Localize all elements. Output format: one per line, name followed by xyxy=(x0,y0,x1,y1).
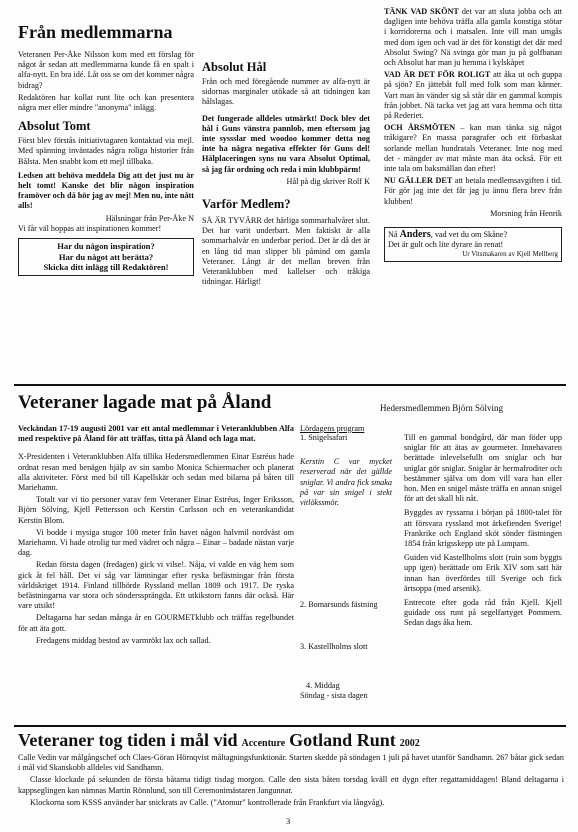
section-title-fran-medlemmarna: Från medlemmarna xyxy=(18,22,173,42)
column-2 xyxy=(202,60,370,289)
section-divider-2 xyxy=(14,725,566,727)
gotland-body xyxy=(18,753,564,810)
absolut-hal-bold: Det fungerade alldeles utmärkt! Dock blev det hål i Guns vänstra pannlob, men eftersom jag inte syssslar med woodoo kommer detta nog inte ha några negativa effekter för Guns del! Hålplaceringen syns nu vara Absolut Optimal, så jag får ordning och reda i min klubbpärm! xyxy=(202,113,370,174)
col3-lead-3: OCH ÅRSMÖTEN xyxy=(384,123,456,133)
program-item-1-label: 1. Snigelsafari xyxy=(300,433,348,442)
aland-paragraph-1: X-Presidenten i Veteranklubben Alfa tillika Hedersmedlemmen Einar Estréus hade ordnat resan med benägen hjälp av sin sambo Monica Schiermacher och planerat alla aktiviteter. Först med bil till Kapellskär och sedan med bilarna på båten till Mariehamn. xyxy=(18,452,294,493)
absolut-tomt-bold: Ledsen att behöva meddela Dig att det just nu är helt tomt! Kanske det blir någon inspiration framöver och då hör jag av mej! Men nu, inte nått alls! xyxy=(18,170,194,211)
inspiration-line-3: Skicka ditt inlägg till Redaktören! xyxy=(43,262,169,273)
skane-question: , vad vet du om Skåne? xyxy=(430,230,508,240)
redaktor-paragraph: Redaktören har kollat runt lite och kan presentera några mer eller mindre "anonyma" inlägg. xyxy=(18,92,194,113)
skane-anders: Anders xyxy=(399,229,431,241)
program-item-4-label xyxy=(300,681,400,701)
program-desc-column xyxy=(404,433,562,631)
absolut-tomt-text: Först blev förstås initiativtagaren kontaktad via mejl. Med spänning inväntades några roliga historier från Bålsta. Men snabbt kom ett mejl tillbaka. xyxy=(18,136,194,166)
col3-text-3: – kan man tänka sig något tråkigare? En massa paragrafer och ett förbaskat sorlande mellan hundratals Veteraner. Inte nog med det - mängder av mat måste man äta också. För ett inte tala om baksmällan dan efter! xyxy=(384,123,562,174)
col3-paragraph-1 xyxy=(384,7,562,68)
col3-paragraph-3 xyxy=(384,123,562,174)
col3-paragraph-2 xyxy=(384,70,562,121)
col3-signature: Morsning från Henrik xyxy=(490,208,562,218)
kerstin-quote: Kerstin C var mycket reserverad när det gällde sniglar. Vi andra fick smaka på var sin snigel i stekt vitlökssmör. xyxy=(300,457,392,508)
aland-paragraph-6: Fredagens middag bestod av varmrökt lax och sallad. xyxy=(36,635,211,645)
col3-lead-4: NU GÄLLER DET xyxy=(384,176,453,186)
gotland-title xyxy=(18,730,568,751)
absolut-hal-heading: Absolut Hål xyxy=(202,60,267,74)
aland-paragraph-3: Vi bodde i mysiga stugor 100 meter från havet någon halvmil nordväst om Mariehamn. Vi hade otrolig tur med vädret och några – Einar – badade nästan varje dag. xyxy=(18,527,294,558)
program-item-4-desc: Entrecote efter goda råd från Kjell. Kjell guidade oss runt på segelfartyget Pommern. Sedan dags åka hem. xyxy=(404,598,562,628)
skane-signature: Ur Vitsmakaren av Kjell Mellberg xyxy=(462,250,558,259)
aland-paragraph-5: Deltagarna har sedan många år en GOURMETklubb och träffas regelbundet för att äta gott. xyxy=(18,613,294,633)
aland-lead: Veckändan 17-19 augusti 2001 var ett antal medlemmar i Veteranklubben Alfa med respektive på Åland för att träffas, titta på Åland och laga mat. xyxy=(18,424,294,444)
inspiration-box xyxy=(18,238,194,276)
program-item-1-desc: Till en gammal bondgård, där man föder upp sniglar för att ätas av gourmeter. Innehavaren berättade inlevelsefullt om sniglar och hur sniglar gör sniglar. Sniglar är hermafroditer och bestämmer själva om dom vill vara han eller hon. Men en snigel måste träffa en annan snigel för att det skall bli nåt. xyxy=(404,433,562,504)
program-item-4-label-a: 4. Middag xyxy=(306,681,340,690)
inspiration-line-2: Har du något att berätta? xyxy=(58,251,154,262)
section-divider-1 xyxy=(14,384,566,386)
program-item-4-label-b: Söndag - sista dagen xyxy=(300,691,368,701)
column-1 xyxy=(18,22,194,276)
page-number: 3 xyxy=(286,816,291,826)
absolut-tomt-heading: Absolut Tomt xyxy=(18,119,91,134)
col3-lead-1: TÄNK VAD SKÖNT xyxy=(384,7,459,16)
aland-paragraph-2: Totalt var vi tio personer varav fem Veteraner Einar Estréus, Inger Eriksson, Björn Sölving, Kjell Pettersson och Kerstin Carlsson och en veterankandidat Kerstin Blom. xyxy=(18,495,294,525)
aland-paragraph-4: Redan första dagen (fredagen) gick vi vilse!. Nåja, vi valde en väg hem som gick åt fel håll. Det vi såg var lämningar efter ryska befästningar från första världskriget 1914. Finland tillhörde Ryssland mellan 1809 och 1917. De ryska befästningarna var stora och sönderssprängda. Ett utkikstorn fanns där också. Här vare utsikt! xyxy=(18,560,294,611)
program-item-3-desc: Guiden vid Kastellholms slott (ruin som byggts upp igen) berättade om Erik XIV som satt här innan han överfördes till Sverige och fick ärtsoppa (med arsenik). xyxy=(404,553,562,593)
inspiration-line-1: Har du någon inspiration? xyxy=(57,241,155,252)
program-item-2-label: 2. Bomarsunds fästning xyxy=(300,600,378,609)
program-item-2-desc: Byggdes av ryssarna i början på 1800-talet för att försvara ryssland mot ärkefienden Sverige! Frankrike och England sköt sönder fästningen 1854 från krigsskepp ute på Lumparn. xyxy=(404,508,562,549)
col3-text-4: att betala medlemsavgiften i tid. För gör jag inte det får jag ju ännu flera brev från klubben! xyxy=(384,176,562,206)
intro-paragraph: Veteranen Per-Åke Nilsson kom med ett förslag för något år sedan att medlemmarna kunde få en spalt i alfa-nytt. En bra idé. Låt oss se om det kommer några bidrag? xyxy=(18,50,194,90)
skane-line-1 xyxy=(388,230,558,240)
aland-byline: Hedersmedlemmen Björn Sölving xyxy=(380,403,503,413)
aland-title: Veteraner lagade mat på Åland xyxy=(18,392,272,413)
absolut-hal-text: Från och med föregående nummer av alfa-nytt är sidornas marginaler utökade så att tidningen kan hålslagas. xyxy=(202,77,370,107)
gotland-title-year: 2002 xyxy=(399,738,420,749)
gotland-title-a: Veteraner tog tiden i mål vid xyxy=(18,730,238,750)
skane-line-2: Det är gult och lite dyrare än renat! xyxy=(388,240,504,250)
skane-na: Nå xyxy=(388,230,398,240)
program-item-3-label: 3. Kastellholms slott xyxy=(300,642,368,651)
col3-text-2: att åka ut och guppa på sjön? En jättebåt full med folk som man känner. Vart man än vänder sig så står där en gammal kompis från jobbet. Nä tacka vet jag att vara hemma och titta på Rederiet. xyxy=(384,70,563,121)
skane-box xyxy=(384,227,562,262)
program-title: Lördagens program xyxy=(300,424,365,433)
absolut-hal-signature: Hål på dig skriver Rolf K xyxy=(286,176,370,186)
varfor-medlem-text: SÅ ÄR TYVÄRR det härliga sommarhalvåret slut. Det har varit underbart. Men faktiskt är alla sommarhalvår en underbar period. Det är då det är en lång tid man slipper bli påmind om gamla Veteraner. Långt är det mellan breven från Veteranklubben med kallelser och tråkiga tidningar. Härligt! xyxy=(202,216,370,287)
gotland-paragraph-2: Classe klockade på sekunden de första båtarna tidigt tisdag morgon. Calle den sista båten torsdag kväll ett dygn efter regattamiddagen! Bland deltagarna i kappseglingen kan nämnas Martin Rönnlund, son till Ceremonimästaren Jangunnar. xyxy=(18,775,564,795)
absolut-tomt-after: Vi får väl hoppas att inspirationen kommer! xyxy=(18,223,162,233)
col3-text-1: det var att sluta jobba och att dagligen inte behöva träffa alla gamla konstiga stötar i korridorerna och i matsalen. Inte vill man umgås med dom igen och vad är det för konstigt det där med Absolut Swing? Nä svinga gör man ju på golfbanan och Absolut har man ju hemma i kylskåpet xyxy=(384,7,562,68)
gotland-title-accenture: Accenture xyxy=(241,738,286,749)
varfor-medlem-heading: Varför Medlem? xyxy=(202,197,291,212)
program-label-column xyxy=(300,424,400,510)
col3-lead-2: VAD ÄR DET FÖR ROLIGT xyxy=(384,70,491,80)
absolut-tomt-signature: Hälsningar från Per-Åke N xyxy=(105,213,194,223)
column-3 xyxy=(384,7,562,262)
aland-left-column xyxy=(18,424,294,648)
gotland-title-b: Gotland Runt xyxy=(289,730,396,750)
col3-paragraph-4 xyxy=(384,176,562,207)
gotland-paragraph-3: Klockorna som KSSS använder har snickrats av Calle. ("Atomur" kontrollerade från Frankfurt via långvåg). xyxy=(30,797,385,807)
gotland-paragraph-1: Calle Vedin var målgångschef och Claes-Göran Hörnqvist måltagningsfunktionär. Starten skedde på söndagen 1 juli på havet utanför Sandhamn. 267 båtar gick sedan i mål vid Skanskobb alldeles vid Sandhamn. xyxy=(18,753,564,773)
